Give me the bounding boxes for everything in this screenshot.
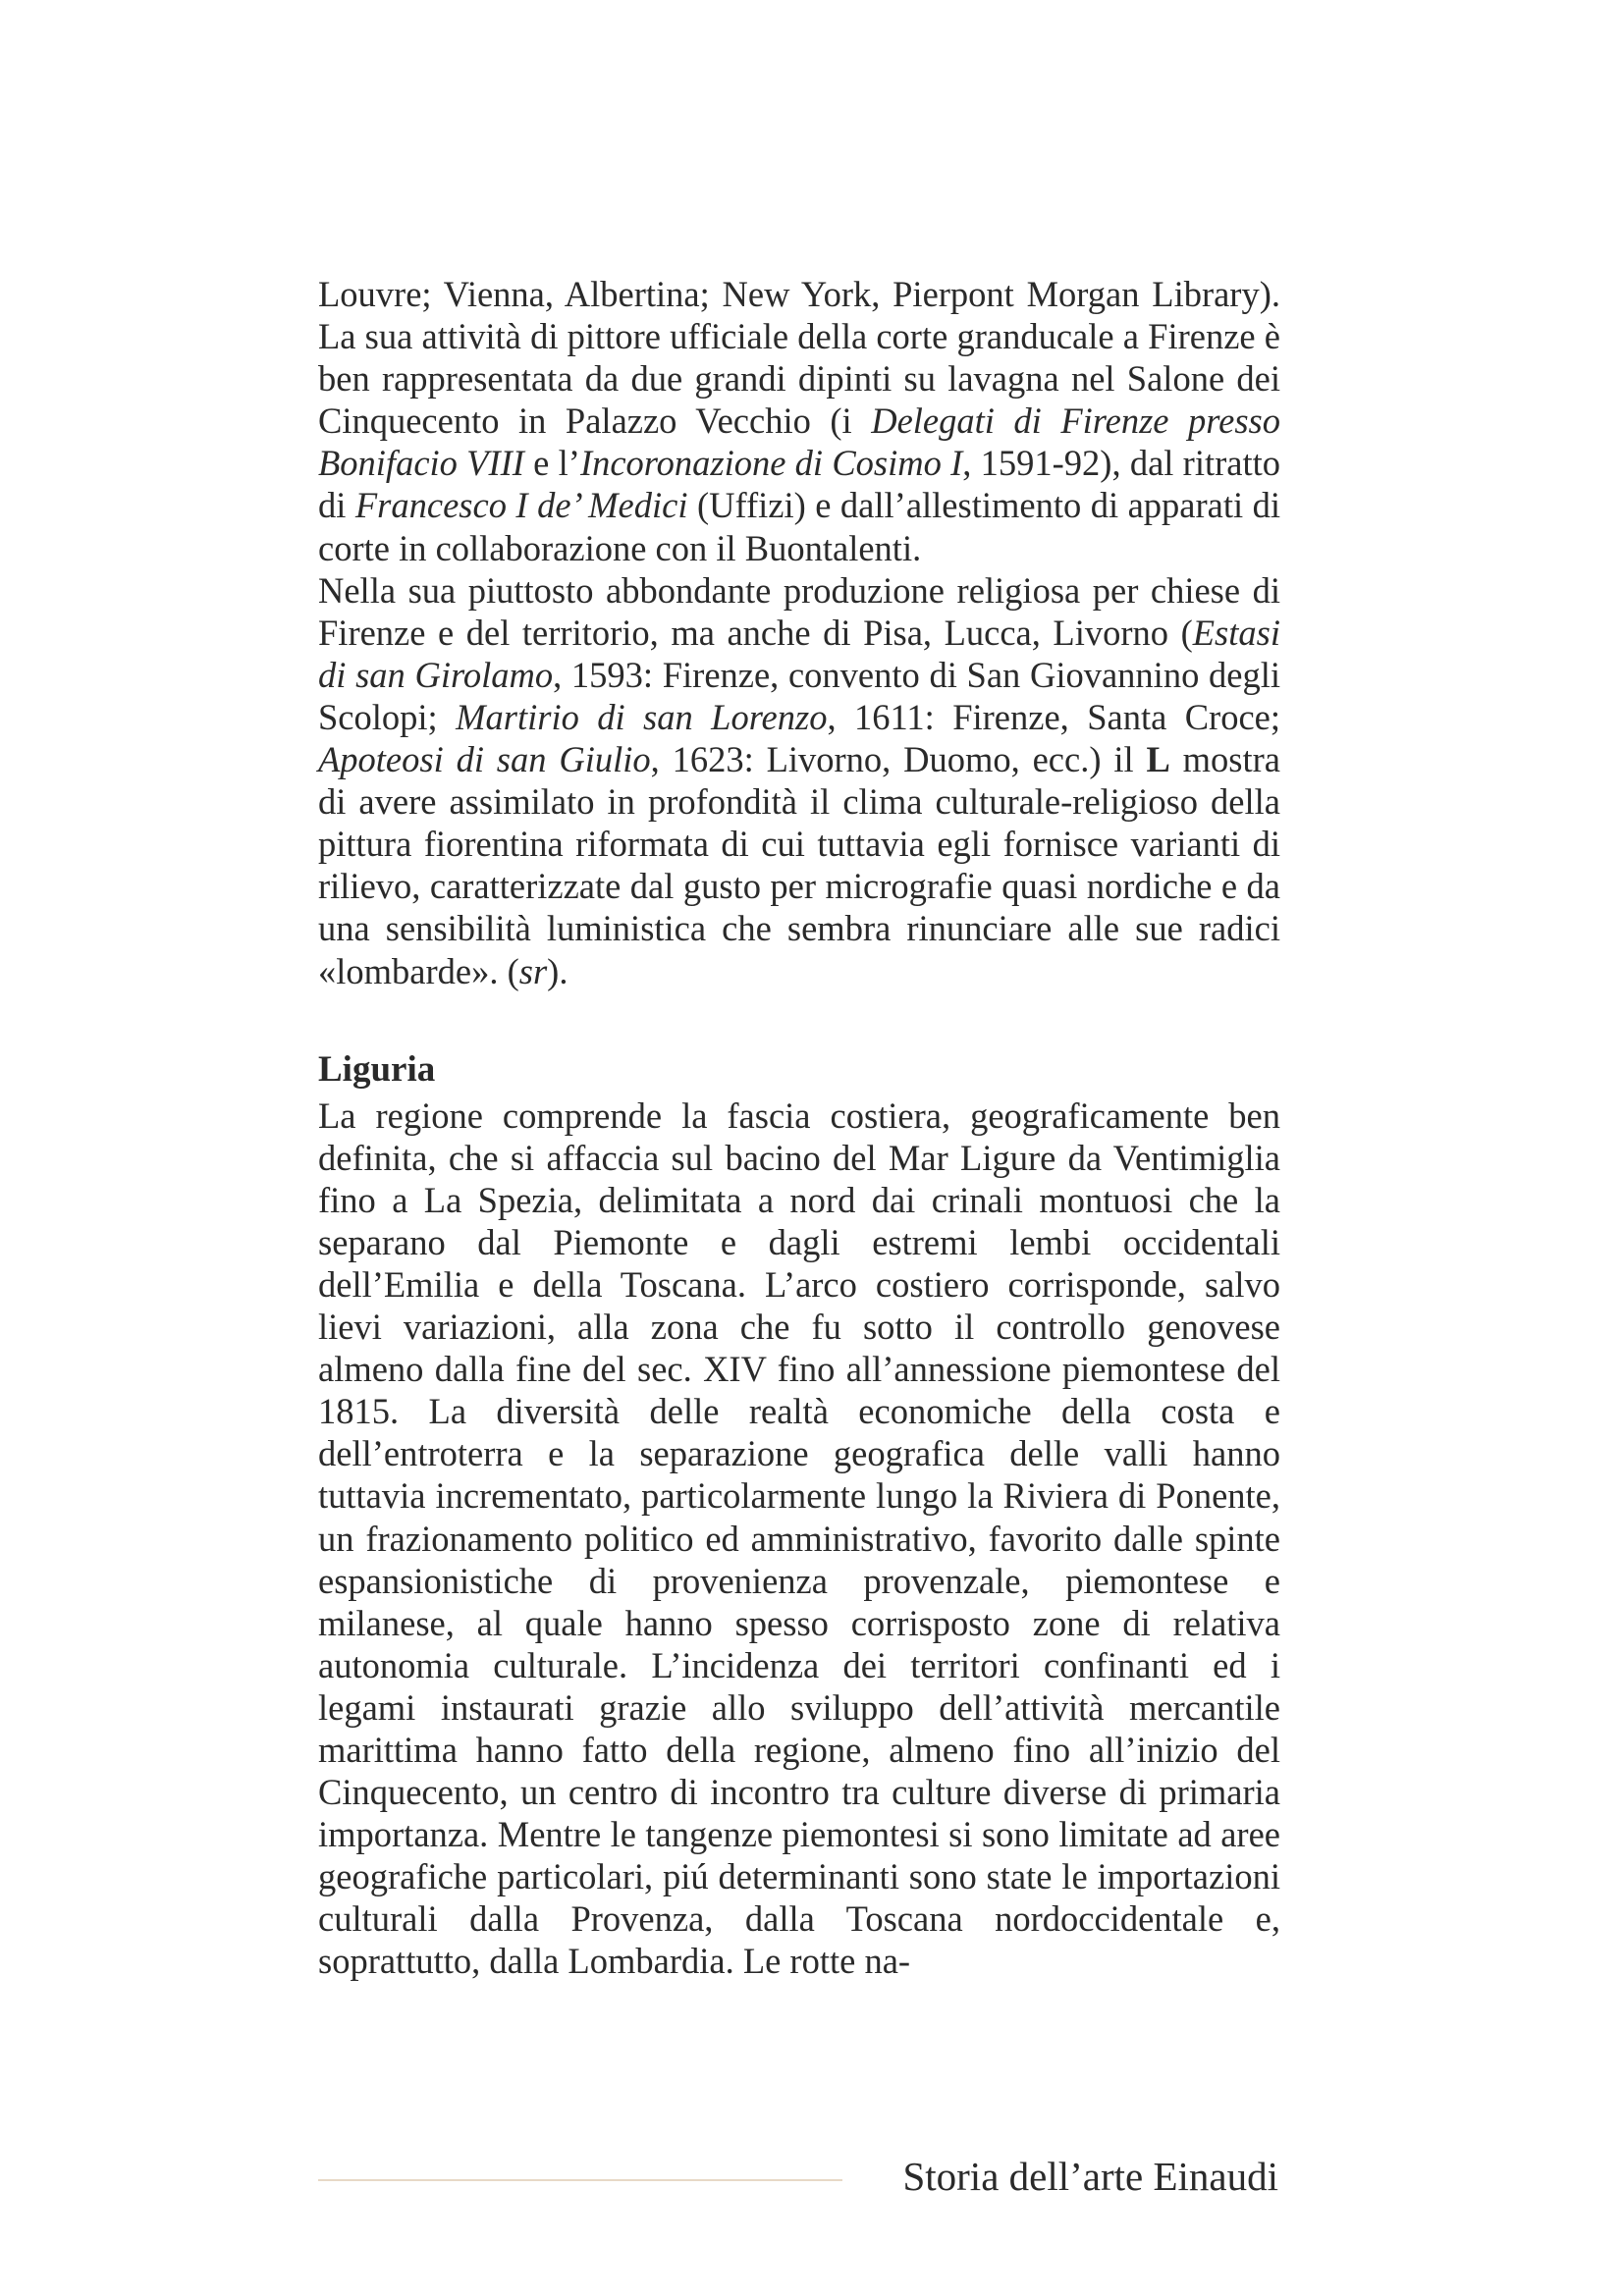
text-run: ). xyxy=(547,950,568,991)
article-body xyxy=(318,273,1280,1983)
artwork-title: Estasi di san Girolamo xyxy=(318,612,1280,695)
section-heading: Liguria xyxy=(318,1048,436,1090)
text-run: mostra di avere assimilato in profondità il clima culturale-religioso della pittura fiorentina riformata di cui tuttavia egli fornisce varianti di rilievo, caratterizzate dal gusto per micrografie quasi nordiche e da una sensibilità luministica che sembra rinunciare alle sue radici «lombarde». ( xyxy=(318,739,1281,991)
footer-rule xyxy=(318,2179,842,2181)
text-run: , 1591-92), dal ritratto di xyxy=(318,443,1280,526)
text-run: e l’ xyxy=(523,443,580,484)
text-run: Nella sua piuttosto abbondante produzione religiosa per chiese di Firenze e del territorio, ma anche di Pisa, Lucca, Livorno ( xyxy=(318,569,1280,653)
text-run: Louvre; Vienna, Albertina; New York, Pierpont Morgan Library). La sua attività di pittore ufficiale della corte granducale a Firenze è ben rappresentata da due grandi dipinti su lavagna nel Salone dei Cinquecento in Palazzo Vecchio (i xyxy=(318,274,1280,442)
artwork-title: Martirio di san Lorenzo xyxy=(456,696,828,737)
text-run: , 1611: Firenze, Santa Croce; xyxy=(827,696,1280,737)
paragraph-religious-production xyxy=(318,569,1280,992)
footer-title: Storia dell’arte Einaudi xyxy=(902,2154,1278,2199)
text-run: , 1623: Livorno, Duomo, ecc.) il xyxy=(650,739,1147,780)
artwork-title: Francesco I de’ Medici xyxy=(354,485,688,526)
paragraph-liguria: La regione comprende la fascia costiera, geograficamente ben definita, che si affaccia sul bacino del Mar Ligure da Ventimiglia fino a La Spezia, delimitata a nord dai crinali montuosi che la separano dal Piemonte e dagli estremi lembi occidentali dell’Emilia e della Toscana. L’arco costiero corrisponde, salvo lievi variazioni, alla zona che fu sotto il controllo genovese almeno dalla fine del sec. XIV fino all’annessione piemontese del 1815. La diversità delle realtà economiche della costa e dell’entroterra e la separazione geografica delle valli hanno tuttavia incrementato, particolarmente lungo la Riviera di Ponente, un frazionamento politico ed amministrativo, favorito dalle spinte espansionistiche di provenienza provenzale, piemontese e milanese, al quale hanno spesso corrisposto zone di relativa autonomia culturale. L’incidenza dei territori confinanti ed i legami instaurati grazie allo sviluppo dell’attività mercantile marittima hanno fatto della regione, almeno fino all’inizio del Cinquecento, un centro di incontro tra culture diverse di primaria importanza. Mentre le tangenze piemontesi si sono limitate ad aree geografiche particolari, piú determinanti sono state le importazioni culturali dalla Provenza, dalla Toscana nordoccidentale e, soprattutto, dalla Lombardia. Le rotte na- xyxy=(318,1095,1280,1982)
artwork-title: Incoronazione di Cosimo I xyxy=(579,443,963,484)
paragraph-louvre xyxy=(318,273,1280,569)
artwork-title: Delegati di Firenze presso Bonifacio VIII xyxy=(318,400,1280,484)
text-run: , 1593: Firenze, convento di San Giovannino degli Scolopi; xyxy=(318,654,1280,737)
text-run: (Uffizi) e dall’allestimento di apparati di corte in collaborazione con il Buontalenti. xyxy=(318,485,1281,568)
artist-abbreviation: L xyxy=(1146,739,1170,780)
artwork-title: Apoteosi di san Giulio xyxy=(318,739,651,780)
author-initials: sr xyxy=(518,950,548,991)
